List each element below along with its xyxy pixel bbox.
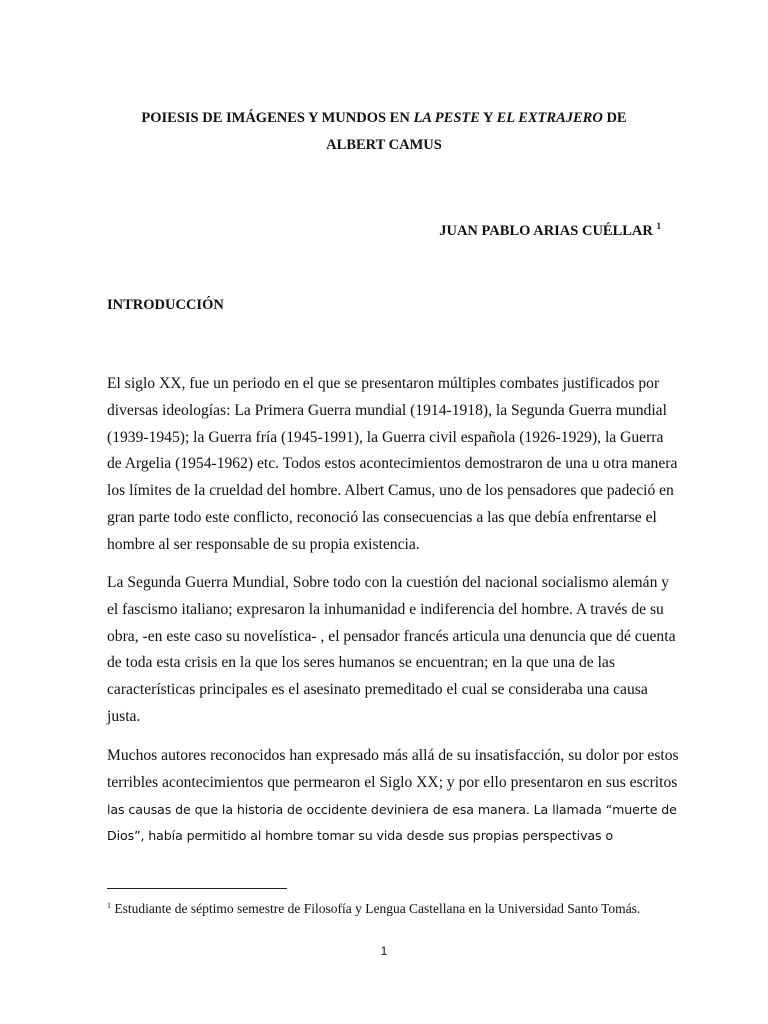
title-italic-la-peste: LA PESTE bbox=[413, 110, 480, 126]
footnote-separator bbox=[107, 888, 287, 889]
text-line: obra, -en este caso su novelística- , el pensador francés articula una denuncia que dé cuenta bbox=[107, 627, 676, 645]
text-line: características principales es el asesinato premeditado el cual se consideraba una causa bbox=[107, 681, 648, 699]
title-text: Y bbox=[479, 110, 497, 126]
text-line: de Argelia (1954-1962) etc. Todos estos acontecimientos demostraron de una u otra manera bbox=[107, 455, 678, 473]
page-number: 1 bbox=[380, 944, 388, 958]
text-line: Muchos autores reconocidos han expresado más allá de su insatisfacción, su dolor por estos bbox=[107, 747, 679, 764]
text-line: gran parte todo este conflicto, reconoció las consecuencias a las que debía enfrentarse el bbox=[107, 508, 657, 526]
document-title-line-2: ALBERT CAMUS bbox=[326, 137, 442, 153]
text-line-alt-font: las causas de que la historia de occidente deviniera de esa manera. La llamada “muerte de bbox=[107, 801, 677, 817]
text-line: (1939-1945); la Guerra fría (1945-1991), la Guerra civil española (1926-1929), la Guerra bbox=[107, 428, 664, 446]
text-line: El siglo XX, fue un periodo en el que se presentaron múltiples combates justificados por bbox=[107, 375, 660, 392]
text-line: diversas ideologías: La Primera Guerra mundial (1914-1918), la Segunda Guerra mundial bbox=[107, 401, 667, 419]
text-line: los límites de la crueldad del hombre. Albert Camus, uno de los pensadores que padeció en bbox=[107, 482, 674, 500]
title-text: DE bbox=[602, 110, 627, 126]
document-title-line-1 bbox=[0, 105, 768, 132]
text-line: justa. bbox=[107, 707, 141, 725]
footnote-marker: 1 bbox=[107, 901, 111, 910]
text-line: el fascismo italiano; expresaron la inhumanidad e indiferencia del hombre. A través de su bbox=[107, 600, 664, 618]
text-line: hombre al ser responsable de su propia existencia. bbox=[107, 535, 420, 553]
text-line: La Segunda Guerra Mundial, Sobre todo con la cuestión del nacional socialismo alemán y bbox=[107, 574, 670, 591]
paragraph-2 bbox=[107, 570, 676, 731]
text-line: de toda esta crisis en la que los seres humanos se encuentran; en la que una de las bbox=[107, 654, 615, 672]
title-italic-el-extrajero: EL EXTRAJERO bbox=[496, 110, 603, 126]
text-line-alt-font: Dios”, había permitido al hombre tomar su vida desde sus propias perspectivas o bbox=[107, 828, 614, 844]
footnote bbox=[107, 896, 640, 919]
author-line bbox=[439, 213, 661, 245]
section-heading: INTRODUCCIÓN bbox=[107, 297, 224, 313]
paragraph-3 bbox=[107, 743, 679, 850]
author-name: JUAN PABLO ARIAS CUÉLLAR bbox=[439, 223, 653, 239]
author-footnote-ref: 1 bbox=[656, 221, 661, 231]
text-line: terribles acontecimientos que permearon el Siglo XX; y por ello presentaron en sus escritos bbox=[107, 773, 678, 791]
title-text: POIESIS DE IMÁGENES Y MUNDOS EN bbox=[141, 110, 414, 126]
paragraph-1 bbox=[107, 371, 678, 559]
footnote-text: Estudiante de séptimo semestre de Filosofía y Lengua Castellana en la Universidad Santo Tomás. bbox=[111, 901, 641, 916]
